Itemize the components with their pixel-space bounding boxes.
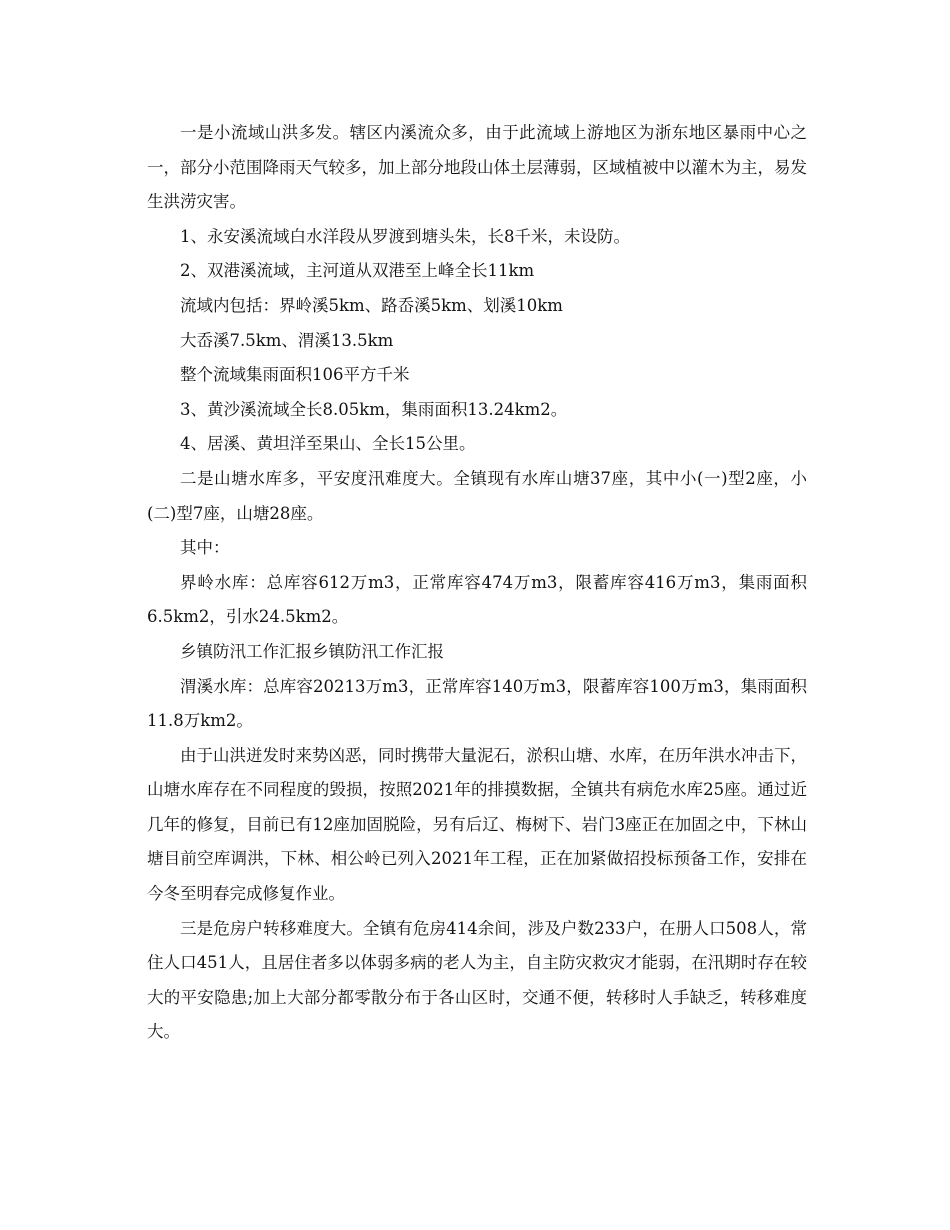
paragraph-yongan-stream: 1、永安溪流域白水洋段从罗渡到塘头朱，长8千米，未设防。 (180, 226, 630, 246)
paragraph-among-them: 其中： (180, 538, 230, 558)
paragraph-jieling-reservoir: 界岭水库：总库容612万m3，正常库容474万m3，限蓄库容416万m3，集雨面积6.5km2，引水24.5km2。 (147, 572, 807, 627)
paragraph-report-title: 乡镇防汛工作汇报乡镇防汛工作汇报 (180, 641, 444, 661)
paragraph-catchment-area: 整个流域集雨面积106平方千米 (180, 365, 410, 385)
paragraph-dangerous-houses: 三是危房户转移难度大。全镇有危房414余间，涉及户数233户，在册人口508人，常住人口451人，且居住者多以体弱多病的老人为主，自主防灾救灾才能弱，在汛期时存在较大的平安隐患;加上大部分都零散分布于各山区时，交通不便，转移时人手缺乏，转移难度大。 (147, 918, 807, 1042)
paragraph-daao-weixi: 大岙溪7.5km、渭溪13.5km (180, 330, 394, 350)
paragraph-flood-damage: 由于山洪迸发时来势凶恶，同时携带大量泥石，淤积山塘、水库，在历年洪水冲击下，山塘水库存在不同程度的毁损，按照2021年的排摸数据，全镇共有病危水库25座。通过近几年的修复，目前已有12座加固脱险，另有后辽、梅树下、岩门3座正在加固之中，下林山塘目前空库调洪，下林、相公岭已列入2021年工程，正在加紧做招投标预备工作，安排在今冬至明春完成修复作业。 (147, 745, 807, 904)
paragraph-shuanggang-stream: 2、双港溪流域，主河道从双港至上峰全长11km (180, 261, 535, 281)
paragraph-juxi-stream: 4、居溪、黄坦洋至果山、全长15公里。 (180, 434, 476, 454)
paragraph-reservoirs: 二是山塘水库多，平安度汛难度大。全镇现有水库山塘37座，其中小(一)型2座，小(二)型7座，山塘28座。 (147, 468, 807, 523)
paragraph-weixi-reservoir: 渭溪水库：总库容20213万m3，正常库容140万m3，限蓄库容100万m3，集雨面积11.8万km2。 (147, 676, 807, 731)
paragraph-small-basin-floods: 一是小流域山洪多发。辖区内溪流众多，由于此流域上游地区为浙东地区暴雨中心之一，部分小范围降雨天气较多，加上部分地段山体土层薄弱，区域植被中以灌木为主，易发生洪涝灾害。 (147, 123, 807, 212)
paragraph-huangsha-stream: 3、黄沙溪流域全长8.05km，集雨面积13.24km2。 (180, 399, 568, 419)
paragraph-basin-includes: 流域内包括：界岭溪5km、路岙溪5km、划溪10km (180, 295, 563, 315)
